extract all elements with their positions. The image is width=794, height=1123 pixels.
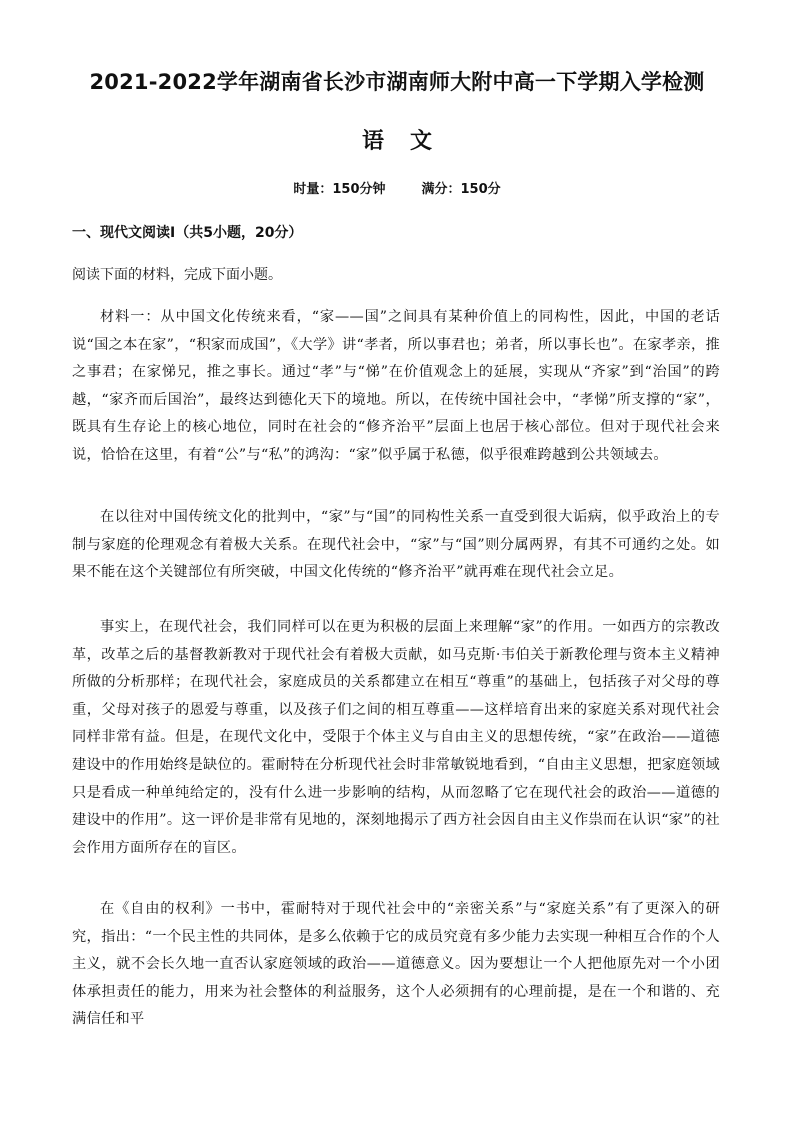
exam-meta bbox=[0, 178, 794, 197]
reading-instruction: 阅读下面的材料，完成下面小题。 bbox=[72, 267, 282, 283]
paragraph: 在《自由的权利》一书中，霍耐特对于现代社会中的“亲密关系”与“家庭关系”有了更深入的研究，指出：“一个民主性的共同体，是多么依赖于它的成员究竟有多少能力去实现一种相互合作的个人主义，就不会长久地一直否认家庭领域的政治——道德意义。因为要想让一个人把他原先对一个小团体承担责任的能力，用来为社会整体的利益服务，这个人必须拥有的心理前提，是在一个和谐的、充满信任和平 bbox=[72, 901, 720, 1028]
exam-title: 2021-2022学年湖南省长沙市湖南师大附中高一下学期入学检测 bbox=[89, 70, 705, 94]
paragraph: 事实上，在现代社会，我们同样可以在更为积极的层面上来理解“家”的作用。一如西方的宗教改革，改革之后的基督教新教对于现代社会有着极大贡献，如马克斯·韦伯关于新教伦理与资本主义精神所做的分析那样；在现代社会，家庭成员的关系都建立在相互“尊重”的基础上，包括孩子对父母的尊重，父母对孩子的恩爱与尊重，以及孩子们之间的相互尊重——这样培育出来的家庭关系对现代社会同样非常有益。但是，在现代文化中，受限于个体主义与自由主义的思想传统，“家”在政治——道德建设中的作用始终是缺位的。霍耐特在分析现代社会时非常敏锐地看到，“自由主义思想，把家庭领域只是看成一种单纯给定的，没有什么进一步影响的结构，从而忽略了它在现代社会的政治——道德的建设中的作用”。这一评价是非常有见地的，深刻地揭示了西方社会因自由主义作祟而在认识“家”的社会作用方面所存在的盲区。 bbox=[72, 619, 720, 856]
paragraph-material-one: 材料一：从中国文化传统来看，“家——国”之间具有某种价值上的同构性，因此，中国的老话说“国之本在家”，“积家而成国”，《大学》讲“孝者，所以事君也；弟者，所以事长也”。在家孝亲，推之事君；在家悌兄，推之事长。通过“孝”与“悌”在价值观念上的延展，实现从“齐家”到“治国”的跨越，“家齐而后国治”，最终达到德化天下的境地。所以，在传统中国社会中，“孝悌”所支撑的“家”，既具有生存论上的核心地位，同时在社会的“修齐治平”层面上也居于核心部位。但对于现代社会来说，恰恰在这里，有着“公”与“私”的鸿沟：“家”似乎属于私德，似乎很难跨越到公共领域去。 bbox=[72, 309, 720, 463]
paragraph: 在以往对中国传统文化的批判中，“家”与“国”的同构性关系一直受到很大诟病，似乎政治上的专制与家庭的伦理观念有着极大关系。在现代社会中，“家”与“国”则分属两界，有其不可通约之处。如果不能在这个关键部位有所突破，中国文化传统的“修齐治平”就再难在现代社会立足。 bbox=[72, 509, 720, 581]
time-limit: 时量：150分钟 bbox=[293, 182, 386, 197]
subject-title: 语文 bbox=[361, 129, 458, 154]
section-heading: 一、现代文阅读Ⅰ（共5小题，20分） bbox=[72, 225, 303, 241]
full-score: 满分：150分 bbox=[421, 182, 501, 197]
